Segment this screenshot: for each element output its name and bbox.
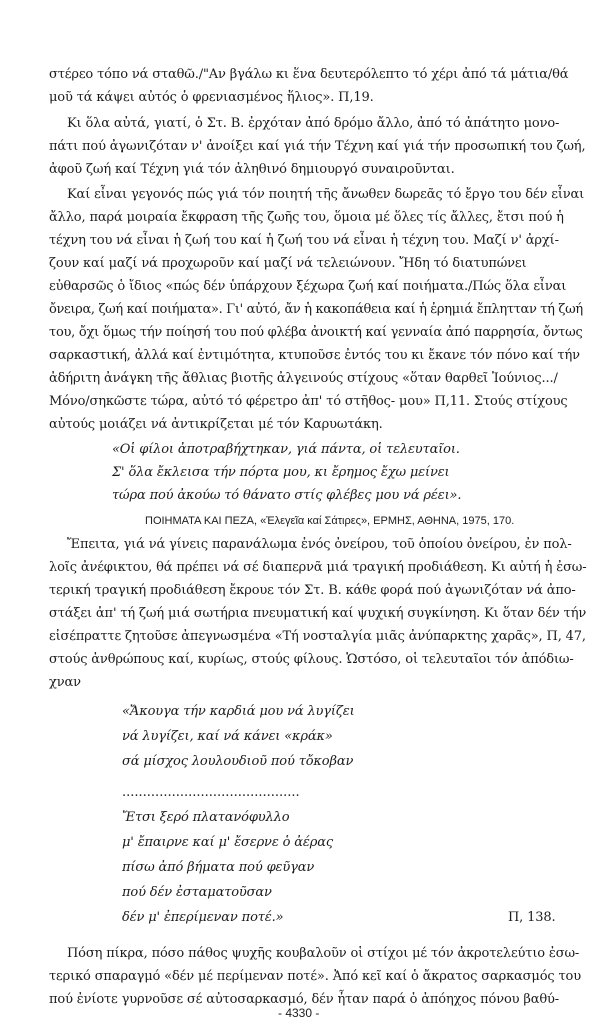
text-line: λοῖς ἀνέφικτου, θά πρέπει νά σέ διαπερνᾶ μιά τραγική προδιάθεση. Κι αὐτή ἡ ἐσω- bbox=[49, 560, 587, 575]
text-line: τερικό σπαραγμό «δέν μέ περίμεναν ποτέ». Ἀπό κεῖ καί ὁ ἄκρατος σαρκασμός του bbox=[49, 969, 581, 984]
page-reference: Π, 138. bbox=[508, 910, 556, 925]
text-line: Κι ὅλα αὐτά, γιατί, ὁ Στ. Β. ἐρχόταν ἀπό δρόμο ἄλλο, ἀπό τό ἀπάτητο μονο- bbox=[67, 116, 560, 131]
text-line: χναν bbox=[49, 675, 81, 690]
poem-line: δέν μ' ἐπερίμεναν ποτέ.» bbox=[122, 910, 284, 925]
text-line: στέρεο τόπο νά σταθῶ./"Αν βγάλω κι ἕνα δευτερόλεπτο τό χέρι ἀπό τά μάτια/θά bbox=[49, 67, 569, 82]
text-line: ἄλλο, παρά μοιραία ἔκφραση τῆς ζωῆς του, ὅμοια μέ ὅλες τίς ἄλλες, ἔτσι πού ἡ bbox=[49, 210, 564, 225]
text-line: Μόνο/σηκῶστε τώρα, αὐτό τό φέρετρο ἀπ' τό στῆθος- μου» Π,11. Στούς στίχους bbox=[49, 394, 568, 409]
poem-line: «Οἱ φίλοι ἀποτραβήχτηκαν, γιά πάντα, οἱ τελευταῖοι. bbox=[112, 442, 460, 457]
poem-line: Σ' ὅλα ἔκλεισα τήν πόρτα μου, κι ἔρημος ἔχω μείνει bbox=[112, 465, 450, 480]
text-line: Πόση πίκρα, πόσο πάθος ψυχῆς κουβαλοῦν οἱ στίχοι μέ τόν ἀκροτελεύτιο ἐσω- bbox=[67, 946, 580, 961]
text-line: ἀδήριτη ἀνάγκη τῆς ἄθλιας βιοτῆς ἀλγεινούς στίχους «ὅταν θαρθεῖ Ἰούνιος.../ bbox=[49, 371, 558, 386]
text-line: τέχνη του νά εἶναι ἡ ζωή του καί ἡ ζωή του νά εἶναι ἡ τέχνη του. Μαζί ν' ἀρχί- bbox=[49, 233, 559, 248]
text-line: στούς ἀνθρώπους καί, κυρίως, στούς φίλους. Ὡστόσο, οἱ τελευταῖοι τόν ἀπόδιω- bbox=[49, 652, 574, 667]
poem-line: Ἔτσι ξερό πλατανόφυλλο bbox=[122, 810, 290, 825]
poem-line: πίσω ἀπό βήματα πού φεῦγαν bbox=[122, 860, 315, 875]
text-line: ζουν καί μαζί νά προχωροῦν καί μαζί νά τελειώνουν. Ἤδη τό διατυπώνει bbox=[49, 256, 527, 271]
source-citation: ΠΟΙΗΜΑΤΑ ΚΑΙ ΠΕΖΑ, «Ἐλεγεῖα καί Σάτιρες», ΕΡΜΗΣ, ΑΘΗΝΑ, 1975, 170. bbox=[145, 515, 515, 527]
text-line: Καί εἶναι γεγονός πώς γιά τόν ποιητή τῆς ἄνωθεν δωρεᾶς τό ἔργο του δέν εἶναι bbox=[67, 187, 585, 202]
poem-line: νά λυγίζει, καί νά κάνει «κράκ» bbox=[122, 729, 333, 744]
text-line: στάξει ἀπ' τή ζωή μιά σωτήρια πνευματική καί ψυχική συγκίνηση. Κι ὅταν δέν τήν bbox=[49, 606, 587, 621]
poem-line: «Ἄκουγα τήν καρδιά μου νά λυγίζει bbox=[122, 704, 355, 719]
text-line: ὄνειρα, ζωή καί ποιήματα». Γι' αὐτό, ἄν ἡ κακοπάθεια καί ἡ ἐρημιά ἔπλητταν τή ζωή bbox=[49, 302, 583, 317]
poem-line: τώρα πού ἀκούω τό θάνατο στίς φλέβες μου νά ρέει». bbox=[112, 488, 462, 503]
page-number: - 4330 - bbox=[278, 1006, 320, 1020]
text-line: πού ἐνίοτε γυρνοῦσε σέ αὐτοσαρκασμό, δέν ἦταν παρά ὁ ἀπόηχος πόνου βαθύ- bbox=[49, 992, 560, 1007]
poem-line: πού δέν ἐσταματοῦσαν bbox=[122, 885, 272, 900]
text-line: εὐθαρσῶς ὁ ἴδιος «πώς δέν ὑπάρχουν ξέχωρα ζωή καί ποιήματα./Πώς ὅλα εἶναι bbox=[49, 279, 567, 294]
text-line: εἰσέπραττε ζητοῦσε ἀπεγνωσμένα «Τή νοσταλγία μιᾶς ἀνύπαρκτης χαρᾶς», Π, 47, bbox=[49, 629, 586, 644]
text-line: ἀφοῦ ζωή καί Τέχνη γιά τόν ἀληθινό δημιουργό συναιροῦνται. bbox=[49, 162, 455, 177]
text-line: τερική τραγική προδιάθεση ἔκρουε τόν Στ. Β. κάθε φορά πού ἀγωνιζόταν νά ἀπο- bbox=[49, 583, 576, 598]
text-line: πάτι πού ἀγωνιζόταν ν' ἀνοίξει καί γιά τήν Τέχνη καί γιά τήν προσωπική του ζωή, bbox=[49, 139, 586, 154]
poem-line: σά μίσχος λουλουδιοῦ πού τὄκοβαν bbox=[122, 754, 354, 769]
text-line: Ἔπειτα, γιά νά γίνεις παρανάλωμα ἑνός ὀνείρου, τοῦ ὁποίου ὀνείρου, ἐν πολ- bbox=[67, 537, 572, 552]
text-line: αὐτούς μοιάζει νά ἀντικρίζεται μέ τόν Καρυωτάκη. bbox=[49, 417, 383, 432]
text-line: του, ὄχι ὅμως τήν ποίησή του πού φλέβα ἀνοικτή καί γενναία ἀπό παρρησία, ὄντως bbox=[49, 325, 583, 340]
text-line: σαρκαστική, ἀλλά καί ἐντιμότητα, κτυποῦσε ἐντός του κι ἔκανε τόν πόνο καί τήν bbox=[49, 348, 580, 363]
text-line: μοῦ τά κάψει αὐτός ὁ φρενιασμένος ἥλιος». Π,19. bbox=[49, 90, 374, 105]
ellipsis-separator: ........................................... bbox=[122, 785, 300, 800]
poem-line: μ' ἔπαιρνε καί μ' ἔσερνε ὁ ἀέρας bbox=[122, 835, 333, 850]
